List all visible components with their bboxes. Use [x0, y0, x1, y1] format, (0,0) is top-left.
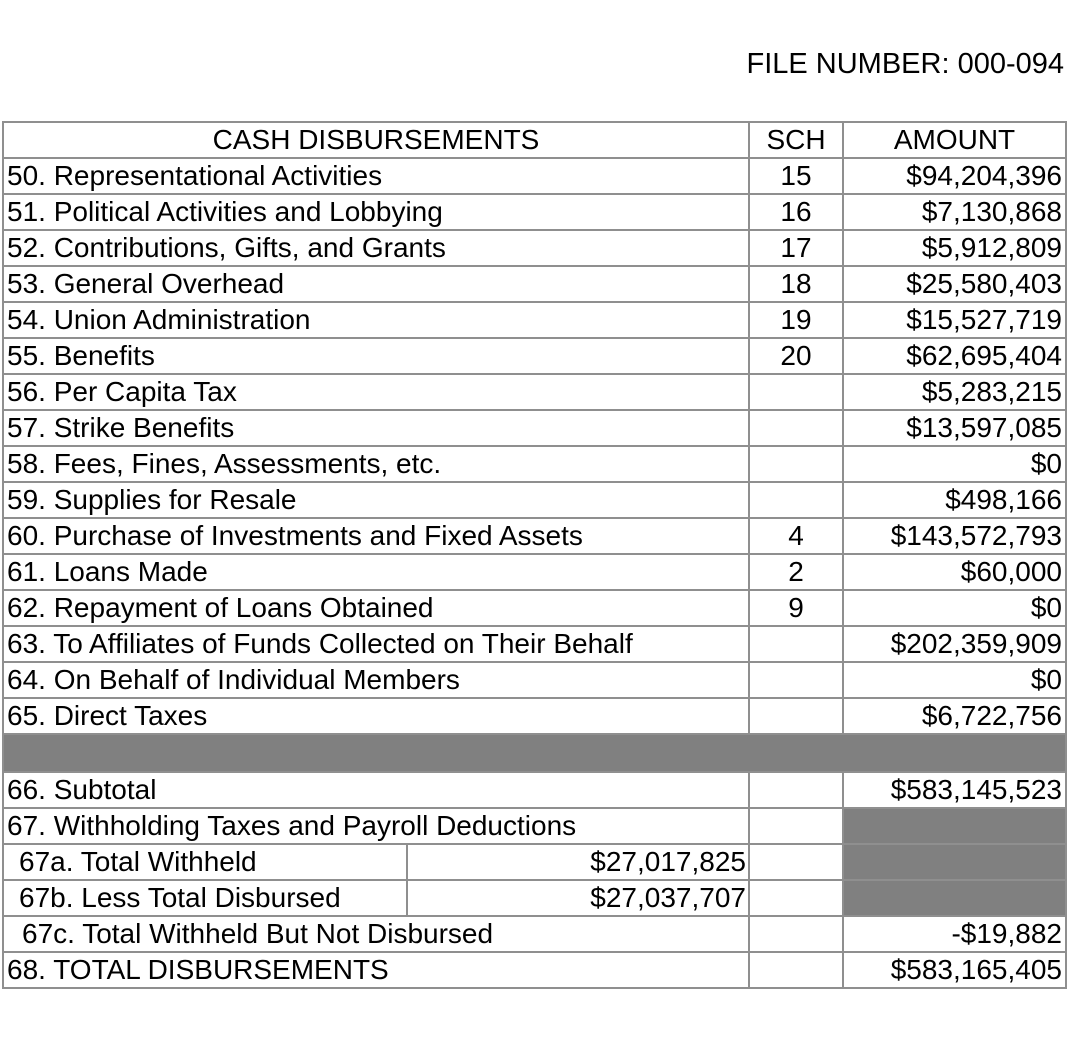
row-amount: $0: [843, 446, 1066, 482]
row-amount: $0: [843, 590, 1066, 626]
row-label: 54. Union Administration: [3, 302, 749, 338]
row-amount: $5,912,809: [843, 230, 1066, 266]
row-amount: $94,204,396: [843, 158, 1066, 194]
row-sch: 15: [749, 158, 843, 194]
row-amount: $5,283,215: [843, 374, 1066, 410]
less-disbursed-cell: [3, 880, 749, 916]
total-withheld-amount-shaded: [843, 844, 1066, 880]
row-label: 57. Strike Benefits: [3, 410, 749, 446]
withholding-label: 67. Withholding Taxes and Payroll Deductions: [3, 808, 749, 844]
total-row: [3, 952, 1066, 988]
row-label: 60. Purchase of Investments and Fixed Assets: [3, 518, 749, 554]
row-label: 58. Fees, Fines, Assessments, etc.: [3, 446, 749, 482]
total-label: 68. TOTAL DISBURSEMENTS: [3, 952, 749, 988]
row-label: 64. On Behalf of Individual Members: [3, 662, 749, 698]
row-sch: [749, 374, 843, 410]
row-sch: 4: [749, 518, 843, 554]
row-amount: $202,359,909: [843, 626, 1066, 662]
less-disbursed-amount-shaded: [843, 880, 1066, 916]
separator-cell: [3, 734, 1066, 772]
row-sch: 9: [749, 590, 843, 626]
row-amount: $62,695,404: [843, 338, 1066, 374]
header-row: [3, 122, 1066, 158]
row-sch: 19: [749, 302, 843, 338]
table-row: [3, 266, 1066, 302]
separator-band: [3, 734, 1066, 772]
row-amount: $25,580,403: [843, 266, 1066, 302]
table-row: [3, 446, 1066, 482]
not-disbursed-amount: -$19,882: [843, 916, 1066, 952]
subtotal-label: 66. Subtotal: [3, 772, 749, 808]
table-row: [3, 698, 1066, 734]
header-sch: SCH: [749, 122, 843, 158]
table-row: [3, 158, 1066, 194]
row-sch: [749, 626, 843, 662]
table-row: [3, 518, 1066, 554]
withholding-row: [3, 808, 1066, 844]
row-amount: $0: [843, 662, 1066, 698]
row-label: 53. General Overhead: [3, 266, 749, 302]
not-disbursed-label: 67c. Total Withheld But Not Disbursed: [3, 916, 749, 952]
subtotal-row: [3, 772, 1066, 808]
row-sch: [749, 698, 843, 734]
row-label: 59. Supplies for Resale: [3, 482, 749, 518]
row-label: 63. To Affiliates of Funds Collected on Their Behalf: [3, 626, 749, 662]
row-sch: 20: [749, 338, 843, 374]
row-amount: $498,166: [843, 482, 1066, 518]
row-sch: [749, 410, 843, 446]
table-row: [3, 230, 1066, 266]
table-row: [3, 662, 1066, 698]
row-amount: $13,597,085: [843, 410, 1066, 446]
row-amount: $15,527,719: [843, 302, 1066, 338]
total-withheld-cell: [3, 844, 749, 880]
row-amount: $60,000: [843, 554, 1066, 590]
table-row: [3, 302, 1066, 338]
less-disbursed-sch: [749, 880, 843, 916]
header-amount: AMOUNT: [843, 122, 1066, 158]
total-sch: [749, 952, 843, 988]
file-number: FILE NUMBER: 000-094: [746, 48, 1064, 80]
row-label: 51. Political Activities and Lobbying: [3, 194, 749, 230]
header-description: CASH DISBURSEMENTS: [3, 122, 749, 158]
total-withheld-label: 67a. Total Withheld: [4, 845, 408, 879]
less-disbursed-value: $27,037,707: [590, 882, 746, 913]
table-row: [3, 482, 1066, 518]
row-sch: 18: [749, 266, 843, 302]
table-row: [3, 590, 1066, 626]
row-label: 61. Loans Made: [3, 554, 749, 590]
row-sch: 2: [749, 554, 843, 590]
total-amount: $583,165,405: [843, 952, 1066, 988]
less-disbursed-row: [3, 880, 1066, 916]
row-amount: $143,572,793: [843, 518, 1066, 554]
row-label: 65. Direct Taxes: [3, 698, 749, 734]
table-row: [3, 626, 1066, 662]
less-disbursed-label: 67b. Less Total Disbursed: [4, 881, 408, 915]
row-sch: [749, 482, 843, 518]
withholding-sch: [749, 808, 843, 844]
table-row: [3, 410, 1066, 446]
total-withheld-sch: [749, 844, 843, 880]
row-amount: $7,130,868: [843, 194, 1066, 230]
not-disbursed-sch: [749, 916, 843, 952]
not-disbursed-row: [3, 916, 1066, 952]
row-label: 56. Per Capita Tax: [3, 374, 749, 410]
row-sch: [749, 446, 843, 482]
total-withheld-value: $27,017,825: [590, 846, 746, 877]
less-disbursed-split: [4, 881, 748, 915]
row-label: 55. Benefits: [3, 338, 749, 374]
table-row: [3, 194, 1066, 230]
row-label: 62. Repayment of Loans Obtained: [3, 590, 749, 626]
row-label: 50. Representational Activities: [3, 158, 749, 194]
subtotal-sch: [749, 772, 843, 808]
row-amount: $6,722,756: [843, 698, 1066, 734]
table-row: [3, 374, 1066, 410]
subtotal-amount: $583,145,523: [843, 772, 1066, 808]
total-withheld-split: [4, 845, 748, 879]
total-withheld-row: [3, 844, 1066, 880]
cash-disbursements-table: [2, 121, 1067, 989]
table-row: [3, 554, 1066, 590]
row-sch: [749, 662, 843, 698]
table-row: [3, 338, 1066, 374]
row-label: 52. Contributions, Gifts, and Grants: [3, 230, 749, 266]
row-sch: 17: [749, 230, 843, 266]
row-sch: 16: [749, 194, 843, 230]
withholding-amount-shaded: [843, 808, 1066, 844]
